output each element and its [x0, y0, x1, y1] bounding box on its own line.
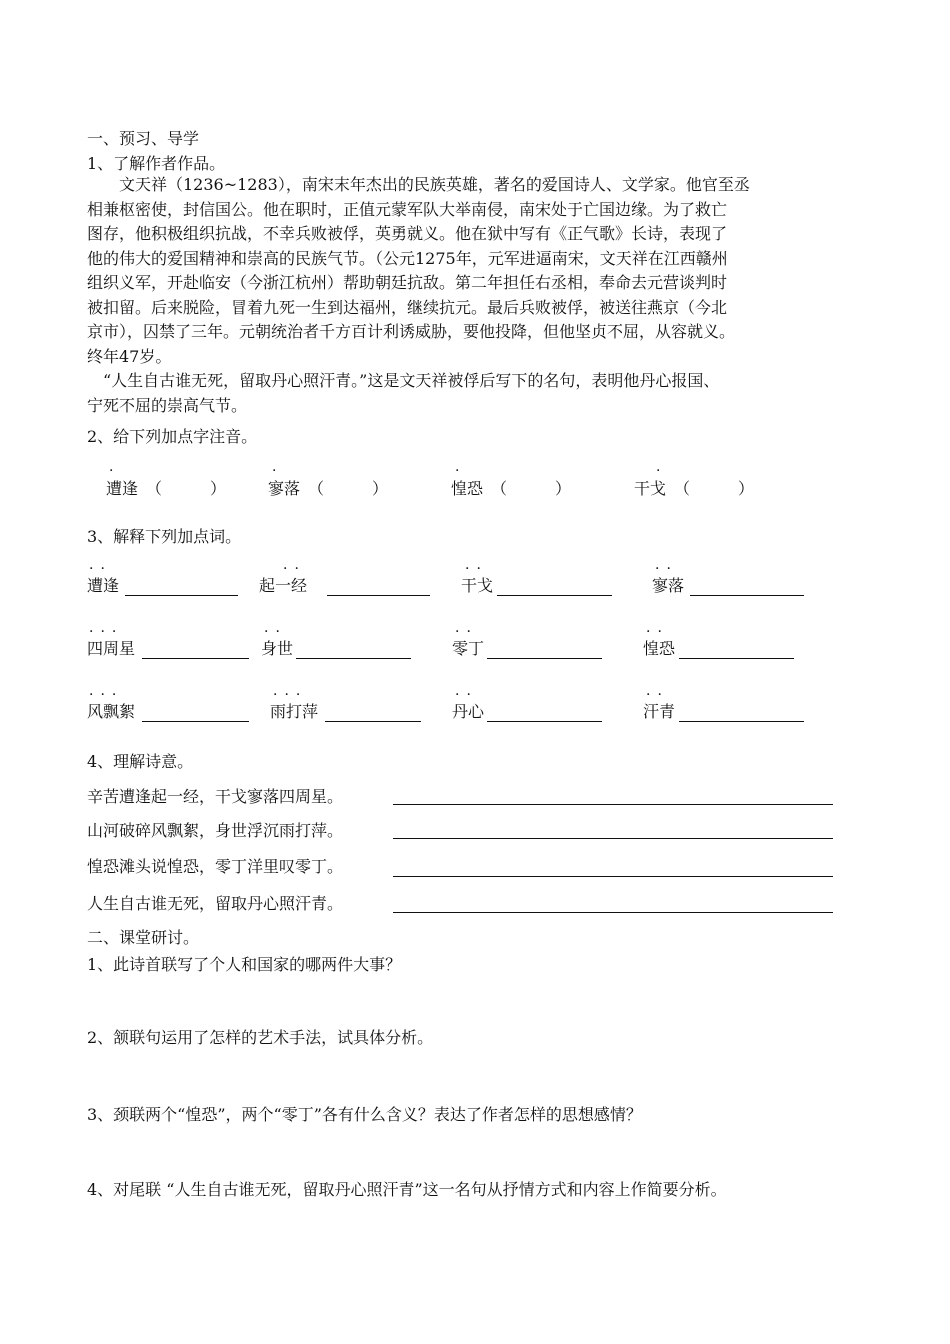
vocab-word: 雨打萍 — [270, 702, 319, 721]
answer-blank[interactable] — [327, 595, 430, 596]
answer-blank[interactable] — [142, 658, 249, 659]
answer-blank[interactable] — [393, 876, 833, 877]
q3-title: 3、解释下列加点词。 — [87, 527, 242, 546]
emphasis-dot: · — [455, 463, 467, 479]
pinyin-answer-paren[interactable]: （ ） — [491, 479, 572, 498]
answer-blank[interactable] — [679, 658, 794, 659]
pinyin-item-word: 惶恐 — [451, 479, 484, 498]
emphasis-dots: ··· — [273, 687, 308, 703]
emphasis-dots: ·· — [465, 561, 488, 577]
pinyin-item-word: 干戈 — [634, 479, 667, 498]
answer-blank[interactable] — [393, 912, 833, 913]
vocab-word: 风飘絮 — [87, 702, 136, 721]
answer-blank[interactable] — [497, 595, 612, 596]
poem-line: 山河破碎风飘絮，身世浮沉雨打萍。 — [87, 821, 344, 840]
section2-heading: 二、课堂研讨。 — [87, 928, 200, 947]
answer-blank[interactable] — [393, 838, 833, 839]
emphasis-dots: ·· — [455, 687, 478, 703]
paragraph-line: 宁死不屈的崇高气节。 — [87, 395, 248, 415]
emphasis-dots: ··· — [89, 687, 124, 703]
poem-line: 惶恐滩头说惶恐，零丁洋里叹零丁。 — [87, 857, 344, 876]
answer-blank[interactable] — [690, 595, 804, 596]
poem-line: 人生自古谁无死，留取丹心照汗青。 — [87, 894, 344, 913]
emphasis-dots: ·· — [646, 687, 669, 703]
pinyin-item-word: 遭逢 — [106, 479, 139, 498]
discussion-question: 3、颈联两个“惶恐”，两个“零丁”各有什么含义？表达了作者怎样的思想感情？ — [87, 1105, 642, 1124]
emphasis-dots: ·· — [655, 561, 678, 577]
paragraph-line: 他的伟大的爱国精神和崇高的民族气节。（公元1275年，元军进逼南宋，文天祥在江西赣州 — [87, 248, 728, 268]
emphasis-dots: ··· — [89, 624, 124, 640]
vocab-word: 丹心 — [452, 702, 485, 721]
emphasis-dots: ·· — [264, 624, 287, 640]
emphasis-dot: · — [656, 463, 668, 479]
answer-blank[interactable] — [125, 595, 238, 596]
emphasis-dots: ·· — [646, 624, 669, 640]
paragraph-line: 组织义军，开赴临安（今浙江杭州）帮助朝廷抗敌。第二年担任右丞相，奉命去元营谈判时 — [87, 273, 728, 292]
section1-heading: 一、预习、导学 — [87, 129, 200, 148]
paragraph-line: 相兼枢密使，封信国公。他在职时，正值元蒙军队大举南侵，南宋处于亡国边缘。为了救亡 — [87, 199, 728, 219]
q1-title: 1、了解作者作品。 — [87, 154, 226, 173]
emphasis-dots: ·· — [283, 561, 306, 577]
discussion-question: 1、此诗首联写了个人和国家的哪两件大事？ — [87, 955, 402, 974]
answer-blank[interactable] — [296, 658, 411, 659]
pinyin-item-word: 寥落 — [268, 479, 301, 498]
vocab-word: 寥落 — [652, 576, 685, 595]
poem-line: 辛苦遭逢起一经，干戈寥落四周星。 — [87, 787, 344, 806]
emphasis-dots: ·· — [89, 561, 112, 577]
answer-blank[interactable] — [325, 721, 421, 722]
vocab-word: 干戈 — [461, 576, 494, 595]
emphasis-dot: · — [272, 463, 284, 479]
answer-blank[interactable] — [487, 658, 602, 659]
emphasis-dots: ·· — [455, 624, 478, 640]
pinyin-answer-paren[interactable]: （ ） — [146, 479, 227, 498]
vocab-word: 惶恐 — [643, 639, 676, 658]
pinyin-answer-paren[interactable]: （ ） — [308, 479, 389, 498]
discussion-question: 2、颔联句运用了怎样的艺术手法，试具体分析。 — [87, 1028, 434, 1047]
paragraph-line: 被扣留。后来脱险，冒着九死一生到达福州，继续抗元。最后兵败被俘，被送往燕京（今北 — [87, 297, 728, 317]
discussion-question: 4、对尾联 “人生自古谁无死，留取丹心照汗青”这一名句从抒情方式和内容上作简要分析。 — [87, 1180, 727, 1199]
paragraph-line: “人生自古谁无死，留取丹心照汗青。”这是文天祥被俘后写下的名句，表明他丹心报国、 — [87, 371, 720, 390]
paragraph-line: 图存，他积极组织抗战，不幸兵败被俘，英勇就义。他在狱中写有《正气歌》长诗，表现了 — [87, 224, 728, 243]
vocab-word: 起一经 — [259, 576, 308, 595]
paragraph-line: 京市），囚禁了三年。元朝统治者千方百计利诱威胁，要他投降，但他坚贞不屈，从容就义。 — [87, 322, 736, 341]
pinyin-answer-paren[interactable]: （ ） — [674, 479, 755, 498]
answer-blank[interactable] — [393, 804, 833, 805]
author-intro-paragraph — [87, 173, 887, 418]
paragraph-line: 文天祥（1236~1283），南宋末年杰出的民族英雄，著名的爱国诗人、文学家。他官至丞 — [87, 175, 750, 194]
vocab-word: 汗青 — [643, 702, 676, 721]
paragraph-line: 终年47岁。 — [87, 346, 172, 366]
vocab-word: 遭逢 — [87, 576, 120, 595]
answer-blank[interactable] — [142, 721, 249, 722]
vocab-word: 身世 — [261, 639, 294, 658]
q2-title: 2、给下列加点字注音。 — [87, 427, 258, 446]
vocab-word: 四周星 — [87, 639, 136, 658]
vocab-word: 零丁 — [452, 639, 485, 658]
answer-blank[interactable] — [679, 721, 804, 722]
q4-title: 4、理解诗意。 — [87, 752, 194, 771]
emphasis-dot: · — [109, 463, 121, 479]
answer-blank[interactable] — [487, 721, 602, 722]
